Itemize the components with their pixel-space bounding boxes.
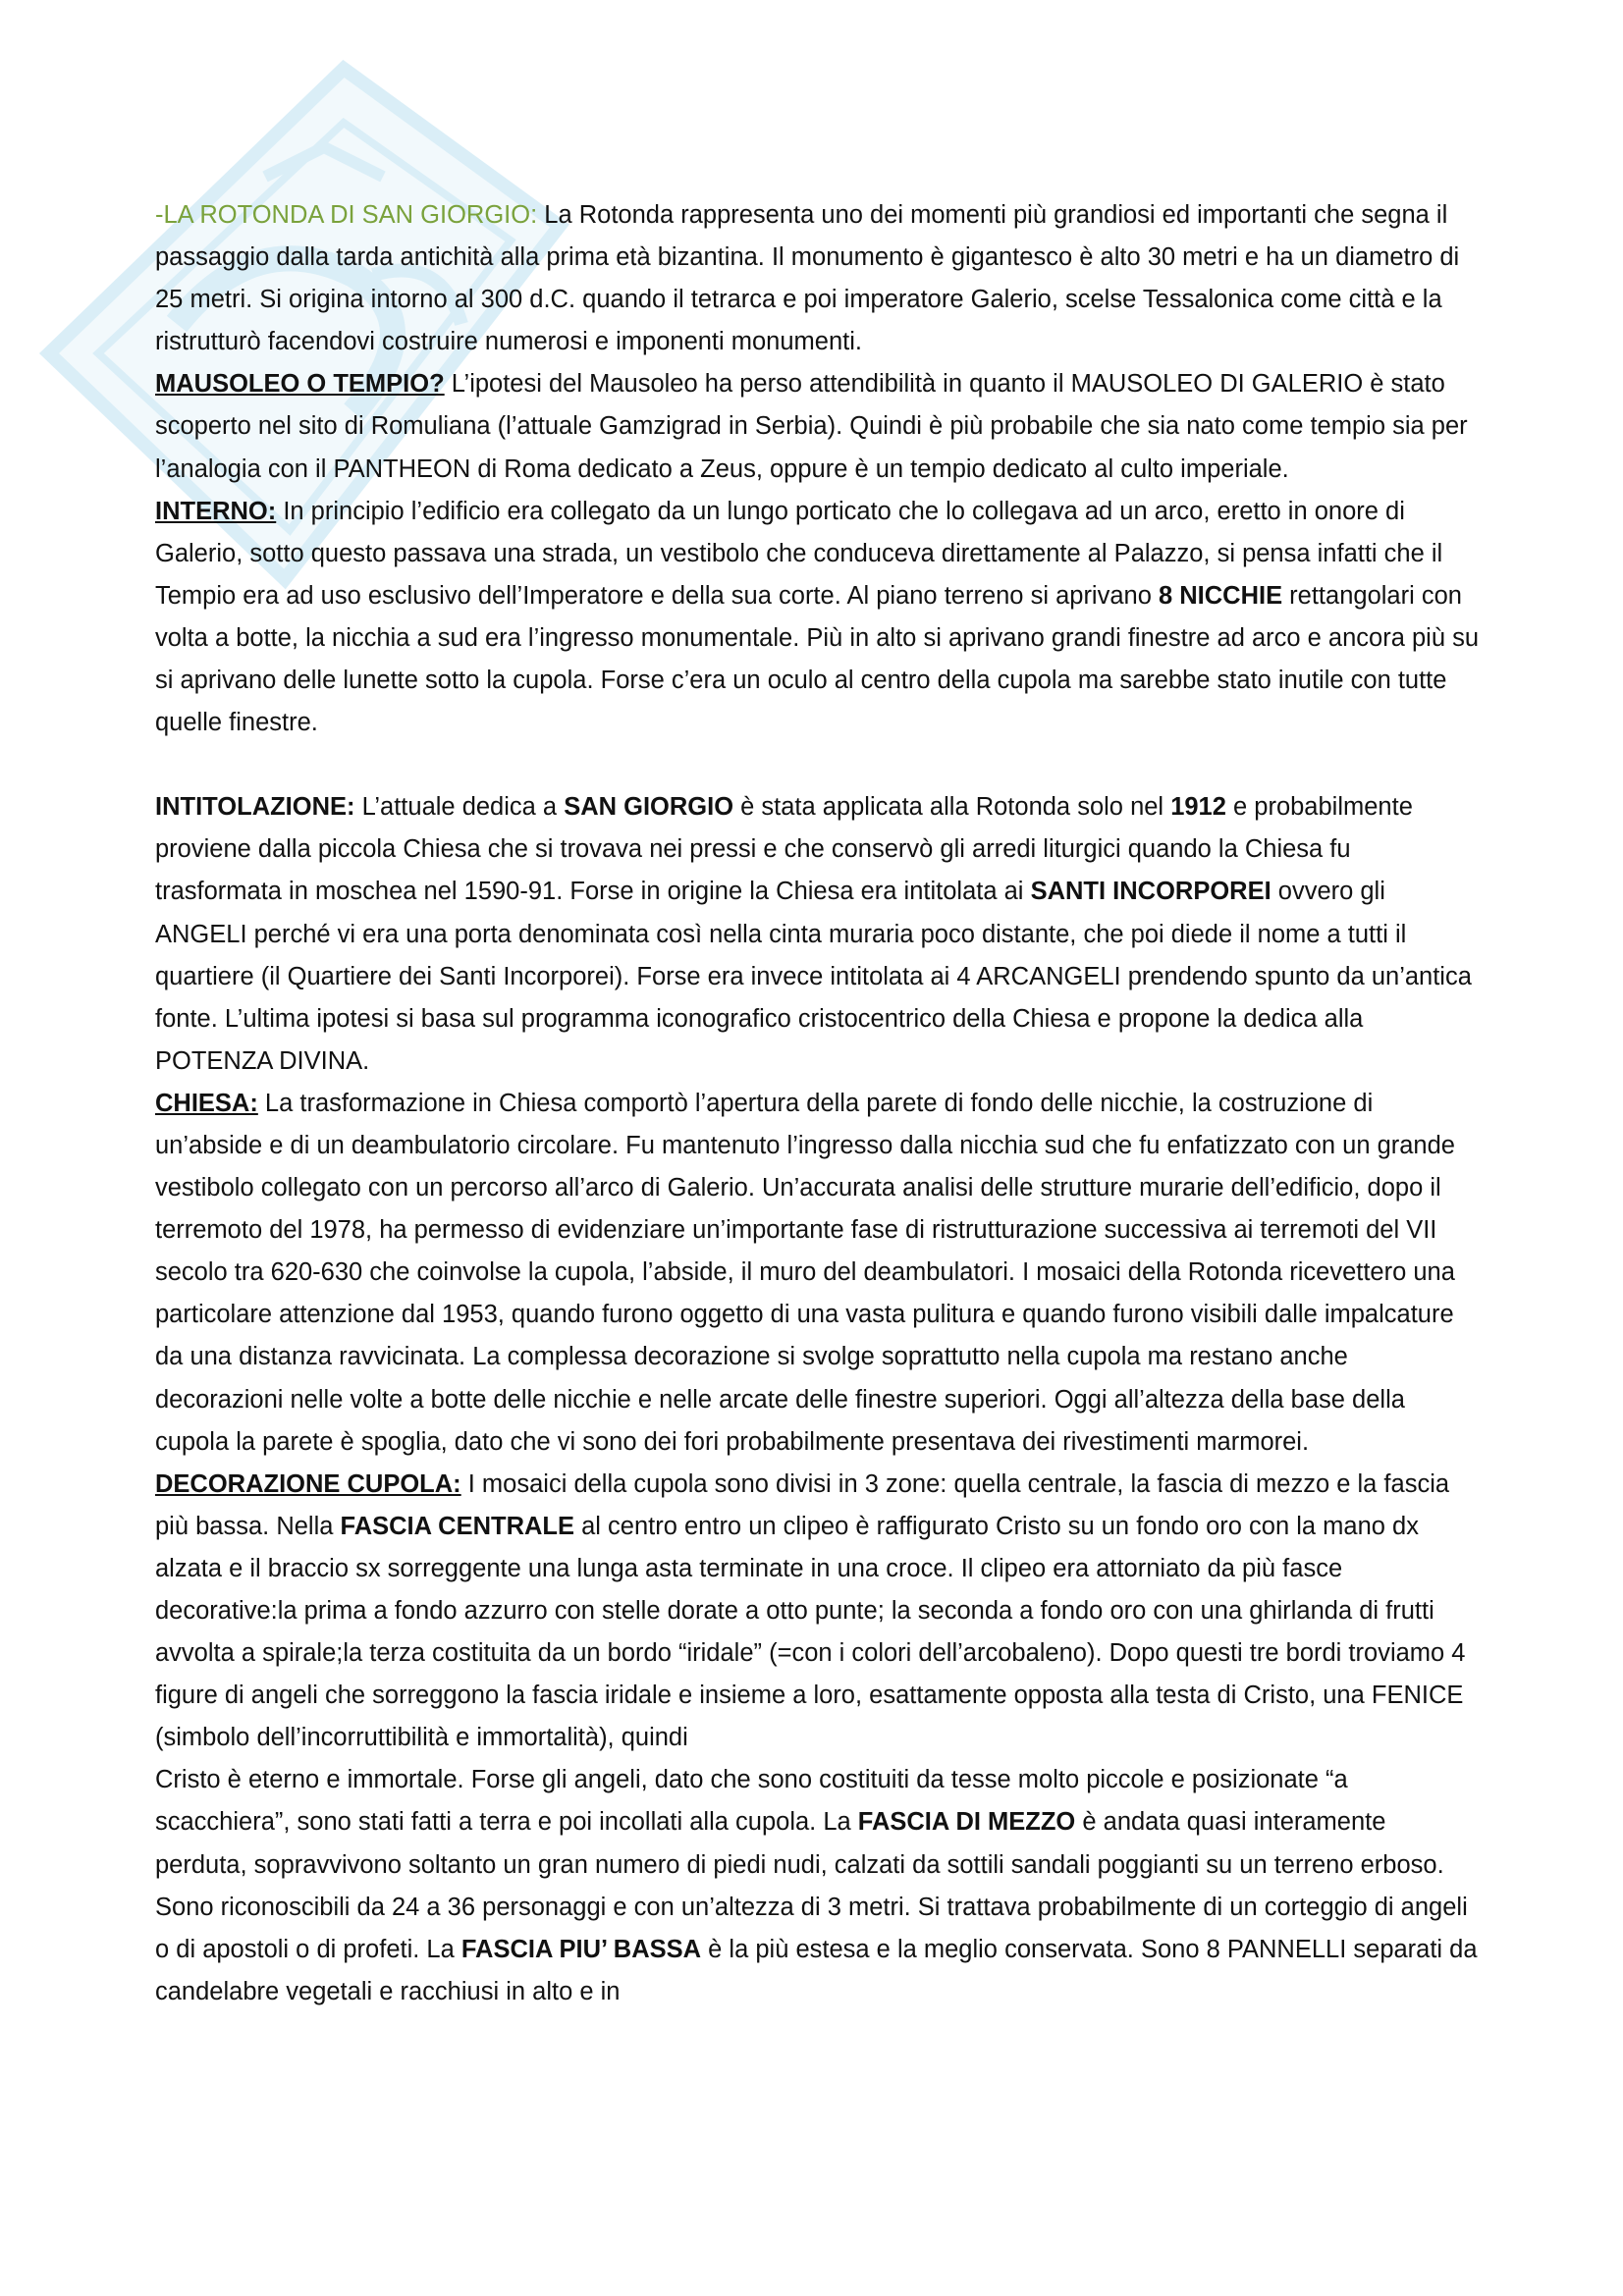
document-title: -LA ROTONDA DI SAN GIORGIO: [155, 201, 538, 229]
bold-term: FASCIA PIU’ BASSA [460, 1935, 702, 1963]
paragraph-mausoleo [155, 363, 1481, 490]
paragraph-fasce [155, 1759, 1481, 2013]
paragraph-decorazione [155, 1464, 1481, 1760]
paragraph-intitolazione [155, 786, 1481, 1083]
section-heading-decorazione: DECORAZIONE CUPOLA: [155, 1469, 461, 1498]
bold-term: FASCIA DI MEZZO [857, 1808, 1076, 1837]
bold-term: SANTI INCORPOREI [1030, 878, 1271, 906]
paragraph-intro [155, 194, 1481, 363]
section-heading-intitolazione: INTITOLAZIONE: [155, 793, 355, 822]
paragraph-text: è la più estesa e la meglio conservata. Sono 8 PANNELLI separati da candelabre vegetali e racchiusi in alto e in [155, 1935, 1478, 2005]
paragraph-text: è stata applicata alla Rotonda solo nel [733, 793, 1171, 822]
paragraph-text: L’attuale dedica a [354, 793, 565, 822]
section-heading-mausoleo: MAUSOLEO O TEMPIO? [155, 370, 445, 399]
paragraph-text: I mosaici della cupola sono divisi in 3 zone: quella centrale, la fascia di mezzo e la fascia più bassa. Nella [155, 1469, 1450, 1540]
paragraph-text: In principio l’edificio era collegato da un lungo porticato che lo collegava ad un arco, eretto in onore di Galerio, sotto questo passava una strada, un vestibolo che conduceva direttamente al Palazzo, si pensa infatti che il Tempio era ad uso esclusivo dell’Imperatore e della sua corte. Al piano terreno si aprivano [155, 497, 1443, 610]
paragraph-text: è andata quasi interamente perduta, sopravvivono soltanto un gran numero di piedi nudi, calzati da sottili sandali poggianti su un terreno erboso. Sono riconoscibili da 24 a 36 personaggi e con un’altezza di 3 metri. Si trattava probabilmente di un corteggio di angeli o di apostoli o di profeti. La [155, 1808, 1468, 1963]
paragraph-text: al centro entro un clipeo è raffigurato Cristo su un fondo oro con la mano dx alzata e il braccio sx sorreggente una lunga asta terminate in una croce. Il clipeo era attorniato da più fasce decorative:la prima a fondo azzurro con stelle dorate a otto punte; la seconda a fondo oro con una ghirlanda di frutti avvolta a spirale;la terza costituita da un bordo “iridale” (=con i colori dell’arcobaleno). Dopo questi tre bordi troviamo 4 figure di angeli che sorreggono la fascia iridale e insieme a loro, esattamente opposta alla testa di Cristo, una FENICE (simbolo dell’incorruttibilità e immortalità), quindi [155, 1512, 1466, 1752]
paragraph-text: Cristo è eterno e immortale. Forse gli angeli, dato che sono costituiti da tesse molto piccole e posizionate “a scacchiera”, sono stati fatti a terra e poi incollati alla cupola. La [155, 1766, 1348, 1837]
paragraph-text: rettangolari con volta a botte, la nicchia a sud era l’ingresso monumentale. Più in alto si aprivano grandi finestre ad arco e ancora più su si aprivano delle lunette sotto la cupola. Forse c’era un oculo al centro della cupola ma sarebbe stato inutile con tutte quelle finestre. [155, 581, 1480, 737]
bold-term: SAN GIORGIO [564, 793, 734, 822]
paragraph-text: La Rotonda rappresenta uno dei momenti più grandiosi ed importanti che segna il passaggio dalla tarda antichità alla prima età bizantina. Il monumento è gigantesco è alto 30 metri e ha un diametro di 25 metri. Si origina intorno al 300 d.C. quando il tetrarca e poi imperatore Galerio, scelse Tessalonica come città e la ristrutturò facendovi costruire numerosi e imponenti monumenti. [155, 201, 1460, 356]
paragraph-text: La trasformazione in Chiesa comportò l’apertura della parete di fondo delle nicchie, la costruzione di un’abside e di un deambulatorio circolare. Fu mantenuto l’ingresso dalla nicchia sud che fu enfatizzato con un grande vestibolo collegato con un percorso all’arco di Galerio. Un’accurata analisi delle strutture murarie dell’edificio, dopo il terremoto del 1978, ha permesso di evidenziare un’importante fase di ristrutturazione successiva ai terremoti del VII secolo tra 620-630 che coinvolse la cupola, l’abside, il muro del deambulatori. I mosaici della Rotonda ricevettero una particolare attenzione dal 1953, quando furono oggetto di una vasta pulitura e quando furono visibili dalle impalcature da una distanza ravvicinata. La complessa decorazione si svolge soprattutto nella cupola ma restano anche decorazioni nelle volte a botte delle nicchie e nelle arcate delle finestre superiori. Oggi all’altezza della base della cupola la parete è spoglia, dato che vi sono dei fori probabilmente presentava dei rivestimenti marmorei. [155, 1089, 1455, 1456]
paragraph-chiesa [155, 1083, 1481, 1464]
paragraph-gap [155, 744, 1481, 786]
section-heading-chiesa: CHIESA: [155, 1089, 258, 1117]
paragraph-text: e probabilmente proviene dalla piccola Chiesa che si trovava nei pressi e che conservò gli arredi liturgici quando la Chiesa fu trasformata in moschea nel 1590-91. Forse in origine la Chiesa era intitolata ai [155, 793, 1413, 906]
paragraph-text: L’ipotesi del Mausoleo ha perso attendibilità in quanto il MAUSOLEO DI GALERIO è stato scoperto nel sito di Romuliana (l’attuale Gamzigrad in Serbia). Quindi è più probabile che sia nato come tempio sia per l’analogia con il PANTHEON di Roma dedicato a Zeus, oppure è un tempio dedicato al culto imperiale. [155, 370, 1468, 483]
bold-term: 1912 [1170, 793, 1226, 822]
paragraph-text: ovvero gli ANGELI perché vi era una porta denominata così nella cinta muraria poco distante, che poi diede il nome a tutti il quartiere (il Quartiere dei Santi Incorporei). Forse era invece intitolata ai 4 ARCANGELI prendendo spunto da un’antica fonte. L’ultima ipotesi si basa sul programma iconografico cristocentrico della Chiesa e propone la dedica alla POTENZA DIVINA. [155, 878, 1472, 1075]
document-body [155, 194, 1481, 2013]
section-heading-interno: INTERNO: [155, 497, 277, 525]
bold-term: FASCIA CENTRALE [340, 1512, 575, 1540]
bold-term: 8 NICCHIE [1158, 581, 1283, 610]
paragraph-interno [155, 491, 1481, 745]
